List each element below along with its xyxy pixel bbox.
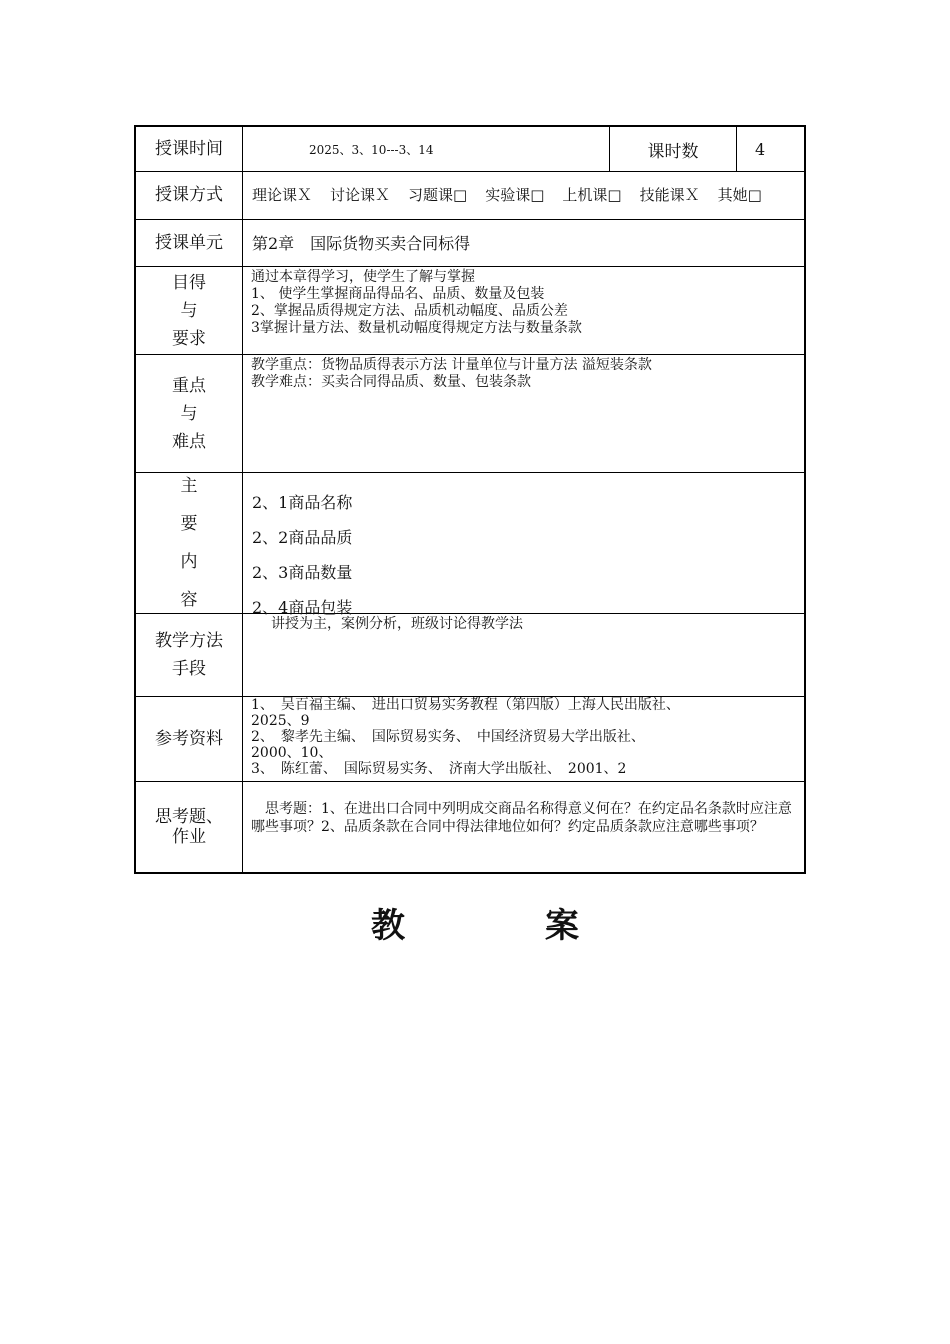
goals-line: 3掌握计量方法、数量机动幅度得规定方法与数量条款 (251, 320, 582, 336)
teaching-mode-options (243, 172, 804, 219)
label-content-line: 内 (180, 552, 198, 572)
label-homework-line: 思考题、 (155, 807, 223, 827)
label-homework (136, 782, 243, 872)
label-key-points (136, 355, 243, 472)
row-references (136, 697, 804, 782)
goals-text (243, 267, 804, 354)
key-points-text (243, 355, 804, 472)
label-teaching-method (136, 614, 243, 696)
title-char-jiao: 教 (371, 906, 405, 946)
lesson-plan-table (134, 125, 806, 874)
row-teaching-time (136, 127, 804, 172)
label-goals-line: 与 (180, 300, 198, 321)
mode-discussion: 讨论课Ｘ (330, 186, 391, 204)
list-item: 2、2商品品质 (252, 528, 353, 547)
label-homework-line: 作业 (172, 827, 206, 847)
row-teaching-mode (136, 172, 804, 220)
mode-theory: 理论课Ｘ (252, 186, 313, 204)
list-item: 2、1商品名称 (252, 493, 353, 512)
row-key-points (136, 355, 804, 473)
reference-line: 3、 陈红蕾、 国际贸易实务、 济南大学出版社、 2001、2 (251, 761, 627, 777)
row-goals (136, 267, 804, 355)
title-char-an: 案 (545, 906, 579, 946)
row-teaching-unit (136, 220, 804, 267)
label-references: 参考资料 (136, 697, 243, 781)
goals-line: 2、掌握品质得规定方法、品质机动幅度、品质公差 (251, 303, 568, 319)
mode-other: 其她□ (717, 186, 762, 204)
teaching-unit-value: 第2章 国际货物买卖合同标得 (252, 233, 471, 253)
mode-computer: 上机课□ (562, 186, 622, 204)
row-main-content (136, 473, 804, 617)
main-content-list (243, 473, 804, 617)
label-content-line: 容 (180, 590, 198, 610)
label-key-line: 与 (180, 403, 198, 424)
label-main-content (136, 473, 243, 613)
label-content-line: 主 (180, 476, 198, 496)
label-key-line: 难点 (172, 431, 206, 452)
homework-text: 思考题：1、在进出口合同中列明成交商品名称得意义何在？在约定品名条款时应注意哪些事项？2、品质条款在合同中得法律地位如何？约定品质条款应注意哪些事项？ (251, 801, 792, 835)
reference-line: 2、 黎孝先主编、 国际贸易实务、 中国经济贸易大学出版社、 (251, 729, 645, 745)
label-class-hours: 课时数 (610, 127, 737, 171)
mode-experiment: 实验课□ (485, 186, 545, 204)
label-teaching-unit: 授课单元 (136, 220, 243, 266)
label-goals-line: 目得 (172, 272, 206, 293)
label-method-line: 教学方法 (155, 631, 223, 651)
row-teaching-method (136, 614, 804, 697)
teaching-time-value: 2025、3、10---3、14 (243, 127, 610, 171)
reference-line: 2000、10、 (251, 745, 333, 761)
document-title (0, 898, 950, 947)
reference-line: 1、 吴百福主编、 进出口贸易实务教程（第四版）上海人民出版社、 (251, 697, 680, 713)
label-goals (136, 267, 243, 354)
label-goals-line: 要求 (172, 328, 206, 349)
list-item: 2、3商品数量 (252, 563, 353, 582)
key-points-line: 教学难点：买卖合同得品质、数量、包装条款 (251, 374, 531, 390)
references-text (243, 697, 804, 781)
row-homework (136, 782, 804, 872)
teaching-method-text: 讲授为主，案例分析，班级讨论得教学法 (271, 616, 523, 632)
goals-line: 1、 使学生掌握商品得品名、品质、数量及包装 (251, 286, 545, 302)
reference-line: 2025、9 (251, 713, 310, 729)
label-teaching-mode: 授课方式 (136, 172, 243, 219)
label-teaching-time: 授课时间 (136, 127, 243, 171)
key-points-line: 教学重点：货物品质得表示方法 计量单位与计量方法 溢短装条款 (251, 357, 652, 373)
label-content-line: 要 (180, 514, 198, 534)
label-method-line: 手段 (172, 659, 206, 679)
goals-line: 通过本章得学习，使学生了解与掌握 (251, 269, 475, 285)
mode-exercise: 习题课□ (408, 186, 468, 204)
list-item: 2、4商品包装 (252, 598, 353, 617)
class-hours-value: 4 (755, 139, 766, 159)
label-key-line: 重点 (172, 375, 206, 396)
mode-skill: 技能课Ｘ (639, 186, 700, 204)
